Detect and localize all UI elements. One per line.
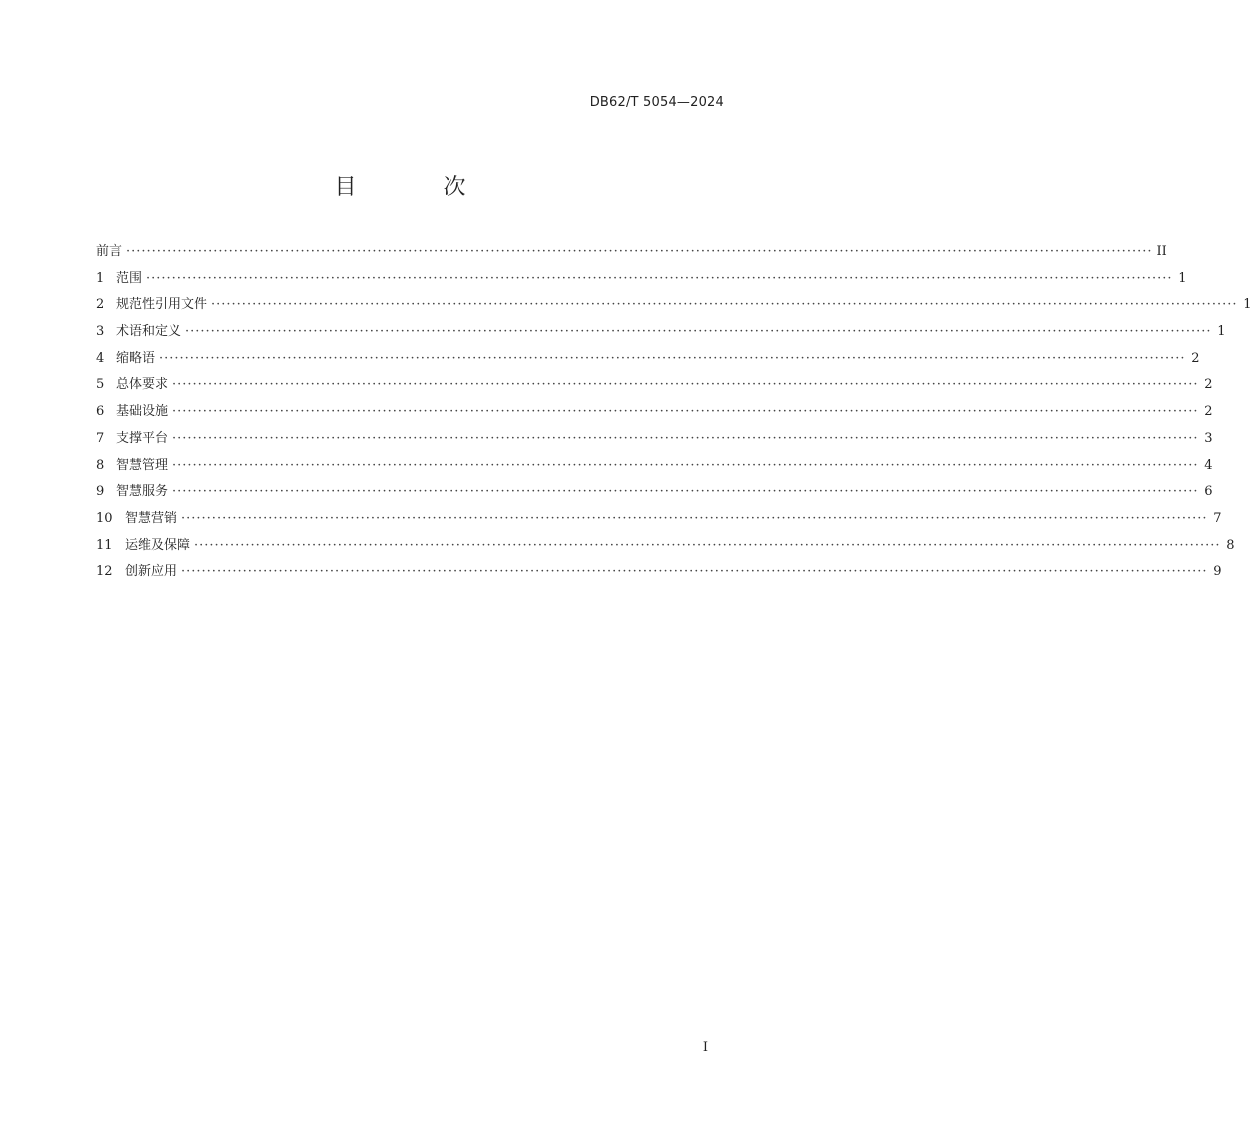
toc-leader-dots: ········································································································································································································ xyxy=(126,244,1153,259)
toc-leader-dots: ········································································································································································································ xyxy=(172,457,1199,473)
toc-entry-page: 7 xyxy=(1213,510,1222,526)
toc-title: 目 次 xyxy=(334,175,506,200)
toc-entry-label: 智慧服务 xyxy=(116,484,169,500)
toc-entry-page: 6 xyxy=(1204,484,1213,500)
toc-entry-label: 前言 xyxy=(96,244,123,259)
toc-entry-label: 创新应用 xyxy=(125,564,178,580)
toc-entry-2[interactable] xyxy=(96,293,1251,320)
toc-entry-page: 2 xyxy=(1204,404,1213,420)
toc-entry-page: 2 xyxy=(1191,350,1200,366)
toc-leader-dots: ········································································································································································································ xyxy=(185,324,1212,340)
toc-entry-8[interactable] xyxy=(96,454,1213,481)
toc-entry-label: 基础设施 xyxy=(116,404,169,420)
toc-entry-10[interactable] xyxy=(96,507,1222,534)
toc-entry-page: 8 xyxy=(1226,537,1235,553)
toc-entry-1[interactable] xyxy=(96,267,1187,294)
table-of-contents xyxy=(96,240,1251,587)
document-code: DB62/T 5054—2024 xyxy=(589,95,724,110)
toc-entry-5[interactable] xyxy=(96,373,1213,400)
toc-entry-label: 支撑平台 xyxy=(116,430,169,446)
toc-entry-number: 7 xyxy=(96,430,105,446)
toc-entry-page: 1 xyxy=(1243,297,1251,313)
toc-entry-11[interactable] xyxy=(96,534,1235,561)
toc-entry-7[interactable] xyxy=(96,427,1213,454)
toc-entry-9[interactable] xyxy=(96,480,1213,507)
toc-entry-number: 9 xyxy=(96,484,105,500)
toc-leader-dots: ········································································································································································································ xyxy=(146,270,1173,286)
toc-leader-dots: ········································································································································································································ xyxy=(181,510,1208,526)
toc-entry-page: 1 xyxy=(1178,270,1187,286)
toc-entry-foreword[interactable] xyxy=(96,240,1167,267)
toc-entry-number: 4 xyxy=(96,350,105,366)
toc-entry-number: 12 xyxy=(96,564,113,580)
toc-leader-dots: ········································································································································································································ xyxy=(181,564,1208,580)
toc-entry-page: 4 xyxy=(1204,457,1213,473)
toc-entry-label: 智慧营销 xyxy=(125,510,178,526)
toc-entry-label: 智慧管理 xyxy=(116,457,169,473)
toc-entry-label: 缩略语 xyxy=(116,350,156,366)
toc-entry-number: 2 xyxy=(96,297,105,313)
toc-entry-number: 11 xyxy=(96,537,113,553)
toc-leader-dots: ········································································································································································································ xyxy=(159,350,1186,366)
toc-entry-label: 范围 xyxy=(116,270,143,286)
toc-leader-dots: ········································································································································································································ xyxy=(172,484,1199,500)
toc-entry-number: 1 xyxy=(96,270,105,286)
toc-entry-label: 术语和定义 xyxy=(116,324,182,340)
toc-entry-label: 总体要求 xyxy=(116,377,169,393)
toc-leader-dots: ········································································································································································································ xyxy=(172,377,1199,393)
toc-entry-number: 5 xyxy=(96,377,105,393)
toc-leader-dots: ········································································································································································································ xyxy=(172,430,1199,446)
toc-entry-page: 2 xyxy=(1204,377,1213,393)
toc-leader-dots: ········································································································································································································ xyxy=(211,297,1238,313)
toc-entry-label: 运维及保障 xyxy=(125,537,191,553)
toc-entry-4[interactable] xyxy=(96,347,1200,374)
toc-entry-page: II xyxy=(1156,244,1167,259)
toc-entry-3[interactable] xyxy=(96,320,1226,347)
toc-leader-dots: ········································································································································································································ xyxy=(172,404,1199,420)
page-number: I xyxy=(702,1040,708,1055)
toc-entry-12[interactable] xyxy=(96,560,1222,587)
toc-entry-page: 1 xyxy=(1217,324,1226,340)
toc-entry-page: 9 xyxy=(1213,564,1222,580)
toc-entry-6[interactable] xyxy=(96,400,1213,427)
toc-entry-label: 规范性引用文件 xyxy=(116,297,208,313)
toc-entry-number: 3 xyxy=(96,324,105,340)
toc-entry-number: 6 xyxy=(96,404,105,420)
toc-entry-number: 8 xyxy=(96,457,105,473)
toc-entry-page: 3 xyxy=(1204,430,1213,446)
toc-entry-number: 10 xyxy=(96,510,113,526)
toc-leader-dots: ········································································································································································································ xyxy=(194,537,1221,553)
